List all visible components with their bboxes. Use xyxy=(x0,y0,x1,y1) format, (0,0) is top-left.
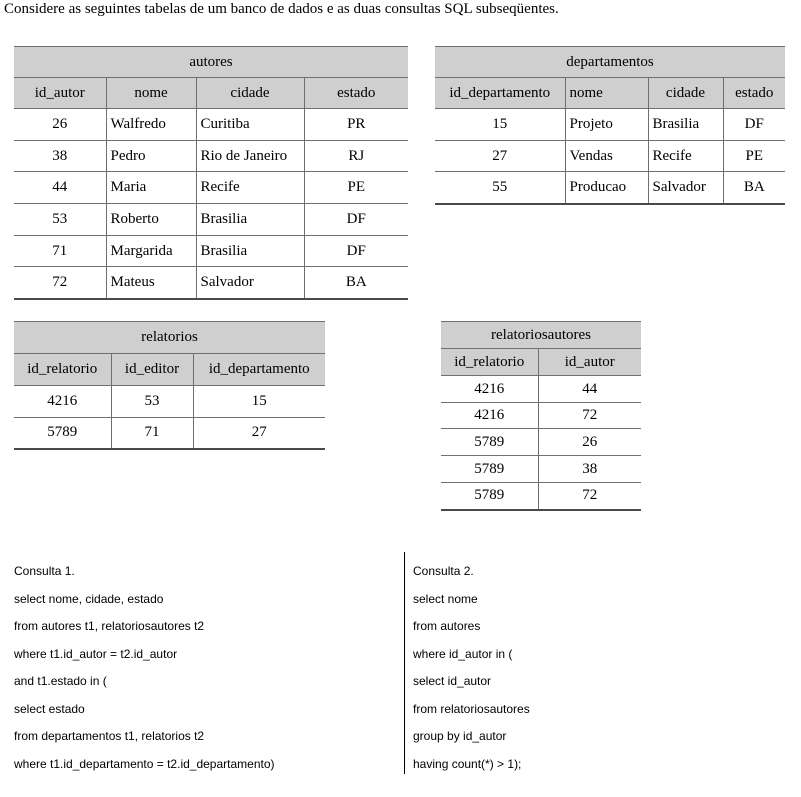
table-cell: 4216 xyxy=(14,386,111,418)
column-header: id_departamento xyxy=(193,354,325,386)
table-cell: Brasilia xyxy=(196,236,304,267)
table-cell: 15 xyxy=(435,109,565,141)
table-cell: Mateus xyxy=(106,267,196,299)
table-cell: 5789 xyxy=(441,483,538,510)
sql-line: Consulta 2. xyxy=(413,564,474,578)
table-cell: PE xyxy=(304,172,408,204)
table-row xyxy=(441,429,641,456)
intro-text: Considere as seguintes tabelas de um banco de dados e as duas consultas SQL subseqüentes. xyxy=(4,1,559,17)
sql-line: select id_autor xyxy=(413,674,492,688)
table-row xyxy=(14,267,408,299)
table-title: relatoriosautores xyxy=(441,322,641,349)
table-row xyxy=(441,483,641,510)
sql-line: Consulta 1. xyxy=(14,564,75,578)
table-cell: 38 xyxy=(14,141,106,172)
table-cell: Recife xyxy=(648,141,723,172)
table-title: departamentos xyxy=(435,47,785,78)
table-cell: Pedro xyxy=(106,141,196,172)
table-row xyxy=(14,172,408,204)
table-cell: 5789 xyxy=(14,418,111,449)
sql-line: from departamentos t1, relatorios t2 xyxy=(14,729,205,743)
query-divider xyxy=(404,552,405,774)
table-cell: DF xyxy=(304,204,408,236)
table-row xyxy=(441,376,641,403)
table-cell: 27 xyxy=(435,141,565,172)
table-row xyxy=(14,109,408,141)
table-cell: Roberto xyxy=(106,204,196,236)
sql-line: from relatoriosautores xyxy=(413,701,530,716)
sql-line: and t1.estado in ( xyxy=(14,674,107,688)
table-cell: RJ xyxy=(304,141,408,172)
table-title: relatorios xyxy=(14,322,325,354)
sql-line: having count(*) > 1); xyxy=(413,756,522,771)
table-cell: PR xyxy=(304,109,408,141)
table-cell: Brasilia xyxy=(648,109,723,141)
departamentos-table xyxy=(435,46,785,205)
table-cell: 15 xyxy=(193,386,325,418)
table-cell: 71 xyxy=(14,236,106,267)
table-cell: BA xyxy=(304,267,408,299)
table-cell: 72 xyxy=(538,403,641,429)
column-header: id_relatorio xyxy=(14,354,111,386)
column-header: id_relatorio xyxy=(441,349,538,376)
table-row xyxy=(14,418,325,449)
sql-line: where t1.id_departamento = t2.id_departamento) xyxy=(14,756,275,771)
table-cell: 27 xyxy=(193,418,325,449)
table-row xyxy=(14,141,408,172)
sql-line: where t1.id_autor = t2.id_autor xyxy=(14,646,178,661)
table-cell: 72 xyxy=(14,267,106,299)
table-cell: 44 xyxy=(538,376,641,403)
table-cell: 26 xyxy=(538,429,641,456)
table-row xyxy=(14,386,325,418)
column-header: cidade xyxy=(648,78,723,109)
consulta-1 xyxy=(14,565,275,785)
table-cell: PE xyxy=(723,141,785,172)
sql-line: select nome xyxy=(413,591,478,606)
table-cell: Rio de Janeiro xyxy=(196,141,304,172)
autores-table xyxy=(14,46,408,300)
table-cell: 5789 xyxy=(441,429,538,456)
column-header: nome xyxy=(106,78,196,109)
table-cell: 26 xyxy=(14,109,106,141)
sql-line: where id_autor in ( xyxy=(413,646,513,661)
table-cell: 72 xyxy=(538,483,641,510)
table-row xyxy=(14,204,408,236)
consulta-2 xyxy=(413,565,530,785)
table-row xyxy=(435,141,785,172)
table-cell: DF xyxy=(723,109,785,141)
table-title: autores xyxy=(14,47,408,78)
table-cell: 4216 xyxy=(441,403,538,429)
table-cell: BA xyxy=(723,172,785,204)
sql-line: select nome, cidade, estado xyxy=(14,591,164,606)
table-cell: Salvador xyxy=(196,267,304,299)
relatorios-table xyxy=(14,321,325,450)
table-cell: Margarida xyxy=(106,236,196,267)
table-row xyxy=(14,236,408,267)
table-cell: 55 xyxy=(435,172,565,204)
table-cell: 4216 xyxy=(441,376,538,403)
table-cell: 53 xyxy=(14,204,106,236)
table-cell: Producao xyxy=(565,172,648,204)
table-cell: Maria xyxy=(106,172,196,204)
relatoriosautores-table xyxy=(441,321,641,511)
column-header: estado xyxy=(723,78,785,109)
table-cell: Recife xyxy=(196,172,304,204)
column-header: id_editor xyxy=(111,354,193,386)
table-cell: Projeto xyxy=(565,109,648,141)
table-cell: Walfredo xyxy=(106,109,196,141)
column-header: id_autor xyxy=(538,349,641,376)
table-row xyxy=(435,109,785,141)
column-header: id_departamento xyxy=(435,78,565,109)
table-cell: Brasilia xyxy=(196,204,304,236)
column-header: nome xyxy=(565,78,648,109)
column-header: estado xyxy=(304,78,408,109)
table-cell: Salvador xyxy=(648,172,723,204)
table-cell: DF xyxy=(304,236,408,267)
sql-line: group by id_autor xyxy=(413,729,507,743)
sql-line: from autores t1, relatoriosautores t2 xyxy=(14,619,205,633)
column-header: cidade xyxy=(196,78,304,109)
column-header: id_autor xyxy=(14,78,106,109)
table-row xyxy=(435,172,785,204)
sql-line: select estado xyxy=(14,701,85,716)
table-cell: 5789 xyxy=(441,456,538,483)
table-cell: Curitiba xyxy=(196,109,304,141)
table-cell: 44 xyxy=(14,172,106,204)
sql-line: from autores xyxy=(413,619,481,633)
table-cell: 71 xyxy=(111,418,193,449)
table-row xyxy=(441,403,641,429)
table-cell: 38 xyxy=(538,456,641,483)
table-cell: 53 xyxy=(111,386,193,418)
table-cell: Vendas xyxy=(565,141,648,172)
table-row xyxy=(441,456,641,483)
